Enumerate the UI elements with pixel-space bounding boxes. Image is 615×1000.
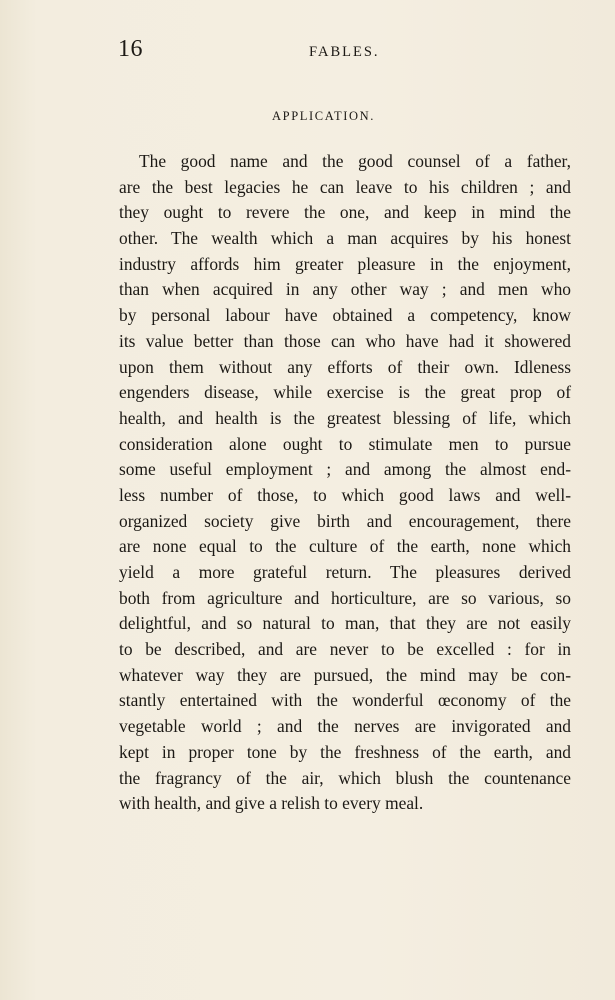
text-line: are the best legacies he can leave to his children ; and	[119, 176, 571, 197]
text-line: they ought to revere the one, and keep in mind the	[119, 202, 571, 223]
text-line: stantly entertained with the wonderful œconomy of the	[119, 690, 571, 711]
text-line: industry affords him greater pleasure in the enjoyment,	[119, 253, 571, 274]
text-line: its value better than those can who have had it showered	[119, 330, 571, 351]
text-line: some useful employment ; and among the almost end-	[119, 459, 571, 480]
text-line: vegetable world ; and the nerves are invigorated and	[119, 716, 571, 737]
text-line: are none equal to the culture of the earth, none which	[119, 536, 571, 557]
text-line: delightful, and so natural to man, that they are not easily	[119, 613, 571, 634]
text-line: whatever way they are pursued, the mind may be con-	[119, 664, 571, 685]
text-line: yield a more grateful return. The pleasures derived	[119, 562, 571, 582]
text-line: engenders disease, while exercise is the great prop of	[119, 382, 571, 403]
text-line: with health, and give a relish to every meal.	[119, 793, 424, 814]
text-line: both from agriculture and horticulture, are so various, so	[119, 587, 571, 608]
text-line: the fragrancy of the air, which blush the countenance	[119, 767, 571, 788]
text-line: consideration alone ought to stimulate men to pursue	[119, 433, 571, 454]
text-line: less number of those, to which good laws and well-	[119, 484, 571, 505]
text-line: other. The wealth which a man acquires by his honest	[119, 228, 571, 249]
text-line: kept in proper tone by the freshness of the earth, and	[119, 741, 571, 762]
text-line: organized society give birth and encouragement, there	[119, 510, 571, 531]
text-line: upon them without any efforts of their own. Idleness	[119, 356, 571, 377]
section-heading: APPLICATION.	[272, 109, 375, 123]
body-paragraph	[119, 149, 571, 817]
page-number: 16	[118, 36, 143, 62]
text-line: by personal labour have obtained a competency, know	[119, 305, 571, 326]
text-line: health, and health is the greatest blessing of life, which	[119, 407, 571, 428]
text-line: than when acquired in any other way ; and men who	[119, 279, 571, 300]
text-line: The good name and the good counsel of a father,	[139, 151, 571, 171]
running-head: FABLES.	[309, 44, 380, 60]
text-line: to be described, and are never to be excelled : for in	[119, 639, 571, 660]
